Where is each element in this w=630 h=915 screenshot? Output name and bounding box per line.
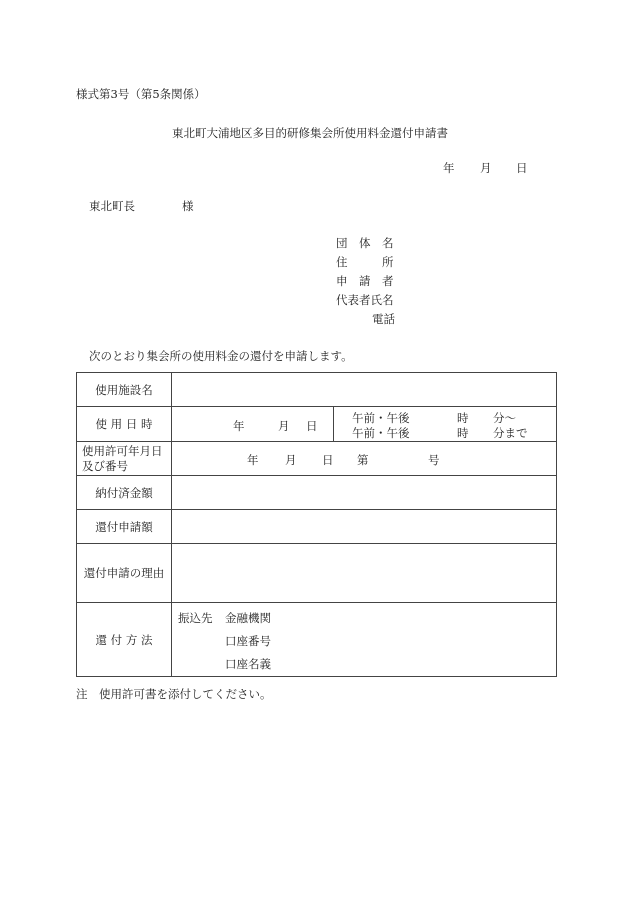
time-from-hour: 時 bbox=[457, 410, 469, 425]
account-name-label: 口座名義 bbox=[225, 656, 271, 671]
time-from-ampm: 午前・午後 bbox=[352, 410, 410, 425]
bank-label: 金融機関 bbox=[225, 610, 271, 625]
permit-label-line2: 及び番号 bbox=[82, 458, 128, 473]
page-title: 東北町大浦地区多目的研修集会所使用料金還付申請書 bbox=[172, 126, 448, 140]
time-to-ampm: 午前・午後 bbox=[352, 425, 410, 440]
month-unit: 月 bbox=[278, 418, 290, 433]
permit-field[interactable] bbox=[172, 442, 557, 476]
time-to-minute: 分まで bbox=[493, 425, 528, 440]
paid-amount-label: 納付済金額 bbox=[77, 476, 172, 510]
applicant-label: 申 請 者 bbox=[336, 274, 394, 288]
time-from-minute: 分～ bbox=[493, 410, 516, 425]
datetime-time-field[interactable] bbox=[334, 407, 557, 442]
facility-label: 使用施設名 bbox=[77, 373, 172, 407]
representative-label: 代表者氏名 bbox=[336, 293, 394, 307]
phone-label: 電話 bbox=[372, 312, 395, 326]
addressee-name: 東北町長 bbox=[89, 199, 135, 213]
refund-method-label: 還 付 方 法 bbox=[77, 603, 172, 677]
permit-no-suffix: 号 bbox=[428, 452, 440, 467]
refund-reason-label: 還付申請の理由 bbox=[77, 544, 172, 603]
time-to-hour: 時 bbox=[457, 425, 469, 440]
refund-form-table bbox=[76, 372, 557, 677]
account-number-label: 口座番号 bbox=[225, 633, 271, 648]
datetime-date-field[interactable] bbox=[172, 407, 334, 442]
refund-reason-field[interactable] bbox=[172, 544, 557, 603]
day-unit: 日 bbox=[306, 418, 318, 433]
permit-label bbox=[77, 442, 172, 476]
address-label: 住 所 bbox=[336, 255, 394, 269]
intro-text: 次のとおり集会所の使用料金の還付を申請します。 bbox=[89, 349, 353, 363]
permit-label-line1: 使用許可年月日 bbox=[82, 443, 163, 458]
facility-field[interactable] bbox=[172, 373, 557, 407]
date-month: 月 bbox=[480, 161, 492, 175]
date-year: 年 bbox=[443, 161, 455, 175]
permit-no-prefix: 第 bbox=[357, 452, 369, 467]
paid-amount-field[interactable] bbox=[172, 476, 557, 510]
date-day: 日 bbox=[516, 161, 528, 175]
transfer-to-label: 振込先 bbox=[178, 610, 213, 625]
permit-year-unit: 年 bbox=[247, 452, 259, 467]
datetime-label: 使 用 日 時 bbox=[77, 407, 172, 442]
refund-amount-field[interactable] bbox=[172, 510, 557, 544]
year-unit: 年 bbox=[233, 418, 245, 433]
permit-month-unit: 月 bbox=[285, 452, 297, 467]
refund-amount-label: 還付申請額 bbox=[77, 510, 172, 544]
form-number: 様式第3号（第5条関係） bbox=[76, 87, 206, 101]
refund-method-field[interactable] bbox=[172, 603, 557, 677]
permit-day-unit: 日 bbox=[322, 452, 334, 467]
group-name-label: 団 体 名 bbox=[336, 236, 394, 250]
note-text: 注 使用許可書を添付してください。 bbox=[76, 687, 272, 701]
addressee-honorific: 様 bbox=[182, 199, 194, 213]
